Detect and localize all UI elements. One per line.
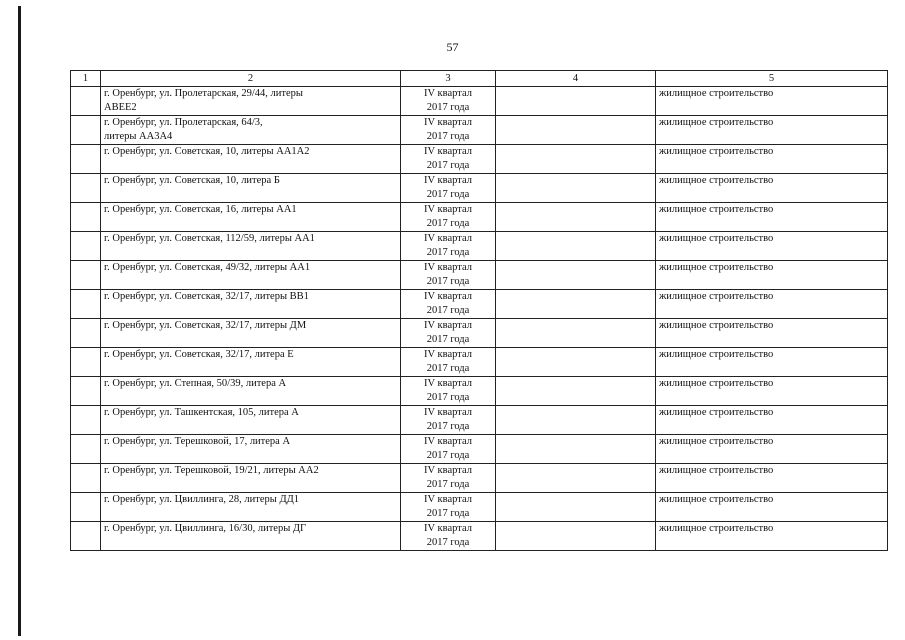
address-line: г. Оренбург, ул. Цвиллинга, 28, литеры ДД1	[104, 494, 300, 505]
table-row	[71, 203, 888, 232]
period-line: IV квартал	[424, 407, 472, 418]
cell-col-4	[496, 435, 656, 464]
address-line: АВЕЕ2	[104, 101, 137, 113]
cell-period	[401, 319, 496, 348]
cell-period	[401, 493, 496, 522]
cell-purpose: жилищное строительство	[656, 116, 888, 145]
period-line: 2017 года	[426, 391, 470, 403]
table-row	[71, 261, 888, 290]
cell-period	[401, 261, 496, 290]
cell-address	[101, 145, 401, 174]
header-col-2: 2	[101, 71, 401, 87]
cell-number	[71, 348, 101, 377]
cell-col-4	[496, 319, 656, 348]
cell-period	[401, 522, 496, 551]
period-line: 2017 года	[426, 304, 470, 316]
period-line: IV квартал	[424, 146, 472, 157]
cell-col-4	[496, 348, 656, 377]
period-line: IV квартал	[424, 204, 472, 215]
period-line: IV квартал	[424, 320, 472, 331]
cell-number	[71, 290, 101, 319]
address-line: г. Оренбург, ул. Советская, 10, литеры АА1А2	[104, 146, 310, 157]
cell-number	[71, 203, 101, 232]
cell-col-4	[496, 406, 656, 435]
address-line: г. Оренбург, ул. Советская, 32/17, литеры ДМ	[104, 320, 307, 331]
cell-address	[101, 377, 401, 406]
period-line: IV квартал	[424, 349, 472, 360]
cell-number	[71, 145, 101, 174]
header-col-4: 4	[496, 71, 656, 87]
period-line: IV квартал	[424, 436, 472, 447]
table-row	[71, 87, 888, 116]
period-line: 2017 года	[426, 536, 470, 548]
table-row	[71, 464, 888, 493]
cell-purpose: жилищное строительство	[656, 435, 888, 464]
cell-purpose: жилищное строительство	[656, 406, 888, 435]
period-line: 2017 года	[426, 159, 470, 171]
table-row	[71, 174, 888, 203]
period-line: 2017 года	[426, 362, 470, 374]
cell-address	[101, 87, 401, 116]
cell-address	[101, 174, 401, 203]
period-line: 2017 года	[426, 130, 470, 142]
page-number: 57	[446, 40, 459, 54]
cell-col-4	[496, 87, 656, 116]
cell-period	[401, 377, 496, 406]
address-line: г. Оренбург, ул. Советская, 16, литеры АА1	[104, 204, 297, 215]
period-line: IV квартал	[424, 262, 472, 273]
cell-number	[71, 522, 101, 551]
cell-number	[71, 319, 101, 348]
cell-period	[401, 435, 496, 464]
address-line: г. Оренбург, ул. Советская, 32/17, литера Е	[104, 349, 294, 360]
table-row	[71, 435, 888, 464]
table-row	[71, 232, 888, 261]
cell-col-4	[496, 203, 656, 232]
cell-number	[71, 464, 101, 493]
cell-period	[401, 406, 496, 435]
cell-period	[401, 87, 496, 116]
header-col-3: 3	[401, 71, 496, 87]
table-row	[71, 348, 888, 377]
cell-purpose: жилищное строительство	[656, 261, 888, 290]
table-row	[71, 522, 888, 551]
cell-period	[401, 348, 496, 377]
cell-period	[401, 290, 496, 319]
cell-purpose: жилищное строительство	[656, 87, 888, 116]
cell-number	[71, 116, 101, 145]
period-line: IV квартал	[424, 378, 472, 389]
cell-number	[71, 87, 101, 116]
cell-address	[101, 319, 401, 348]
cell-purpose: жилищное строительство	[656, 377, 888, 406]
address-line: г. Оренбург, ул. Советская, 10, литера Б	[104, 175, 280, 186]
cell-col-4	[496, 290, 656, 319]
cell-address	[101, 261, 401, 290]
address-line: г. Оренбург, ул. Терешковой, 17, литера А	[104, 436, 291, 447]
period-line: 2017 года	[426, 188, 470, 200]
cell-col-4	[496, 377, 656, 406]
period-line: IV квартал	[424, 88, 472, 99]
cell-purpose: жилищное строительство	[656, 464, 888, 493]
binding-edge	[18, 6, 21, 636]
cell-number	[71, 261, 101, 290]
address-line: г. Оренбург, ул. Советская, 32/17, литеры ВВ1	[104, 291, 309, 302]
cell-number	[71, 232, 101, 261]
cell-col-4	[496, 493, 656, 522]
cell-address	[101, 464, 401, 493]
header-col-1: 1	[71, 71, 101, 87]
cell-purpose: жилищное строительство	[656, 145, 888, 174]
period-line: IV квартал	[424, 465, 472, 476]
cell-period	[401, 464, 496, 493]
period-line: 2017 года	[426, 217, 470, 229]
period-line: 2017 года	[426, 275, 470, 287]
cell-address	[101, 435, 401, 464]
table-row	[71, 377, 888, 406]
cell-address	[101, 348, 401, 377]
cell-purpose: жилищное строительство	[656, 493, 888, 522]
cell-number	[71, 435, 101, 464]
cell-address	[101, 116, 401, 145]
period-line: 2017 года	[426, 507, 470, 519]
cell-col-4	[496, 174, 656, 203]
address-line: г. Оренбург, ул. Ташкентская, 105, литера А	[104, 407, 299, 418]
period-line: IV квартал	[424, 233, 472, 244]
cell-purpose: жилищное строительство	[656, 203, 888, 232]
cell-address	[101, 232, 401, 261]
cell-period	[401, 203, 496, 232]
address-line: г. Оренбург, ул. Цвиллинга, 16/30, литеры ДГ	[104, 523, 307, 534]
cell-number	[71, 493, 101, 522]
period-line: 2017 года	[426, 333, 470, 345]
cell-number	[71, 406, 101, 435]
cell-purpose: жилищное строительство	[656, 522, 888, 551]
cell-address	[101, 406, 401, 435]
period-line: IV квартал	[424, 291, 472, 302]
cell-purpose: жилищное строительство	[656, 174, 888, 203]
period-line: 2017 года	[426, 449, 470, 461]
cell-address	[101, 290, 401, 319]
table-row	[71, 145, 888, 174]
address-line: г. Оренбург, ул. Советская, 49/32, литеры АА1	[104, 262, 311, 273]
cell-period	[401, 145, 496, 174]
table-header-row	[71, 71, 888, 87]
cell-col-4	[496, 464, 656, 493]
cell-col-4	[496, 145, 656, 174]
address-line: литеры АА3А4	[104, 130, 173, 142]
address-line: г. Оренбург, ул. Пролетарская, 29/44, литеры	[104, 88, 303, 99]
table-row	[71, 319, 888, 348]
cell-address	[101, 203, 401, 232]
period-line: IV квартал	[424, 117, 472, 128]
table-row	[71, 290, 888, 319]
cell-col-4	[496, 522, 656, 551]
cell-address	[101, 522, 401, 551]
cell-purpose: жилищное строительство	[656, 232, 888, 261]
cell-period	[401, 116, 496, 145]
period-line: 2017 года	[426, 246, 470, 258]
cell-purpose: жилищное строительство	[656, 290, 888, 319]
table-row	[71, 116, 888, 145]
header-col-5: 5	[656, 71, 888, 87]
address-line: г. Оренбург, ул. Советская, 112/59, литеры АА1	[104, 233, 315, 244]
address-line: г. Оренбург, ул. Степная, 50/39, литера А	[104, 378, 287, 389]
cell-col-4	[496, 232, 656, 261]
period-line: 2017 года	[426, 101, 470, 113]
address-line: г. Оренбург, ул. Пролетарская, 64/3,	[104, 117, 263, 128]
period-line: IV квартал	[424, 523, 472, 534]
period-line: IV квартал	[424, 494, 472, 505]
cell-number	[71, 174, 101, 203]
table-row	[71, 406, 888, 435]
cell-number	[71, 377, 101, 406]
period-line: 2017 года	[426, 478, 470, 490]
cell-purpose: жилищное строительство	[656, 319, 888, 348]
address-line: г. Оренбург, ул. Терешковой, 19/21, литеры АА2	[104, 465, 319, 476]
table-body	[71, 87, 888, 551]
period-line: IV квартал	[424, 175, 472, 186]
cell-col-4	[496, 116, 656, 145]
table-row	[71, 493, 888, 522]
cell-purpose: жилищное строительство	[656, 348, 888, 377]
period-line: 2017 года	[426, 420, 470, 432]
cell-col-4	[496, 261, 656, 290]
cell-period	[401, 232, 496, 261]
land-plots-table	[70, 70, 888, 551]
cell-period	[401, 174, 496, 203]
cell-address	[101, 493, 401, 522]
